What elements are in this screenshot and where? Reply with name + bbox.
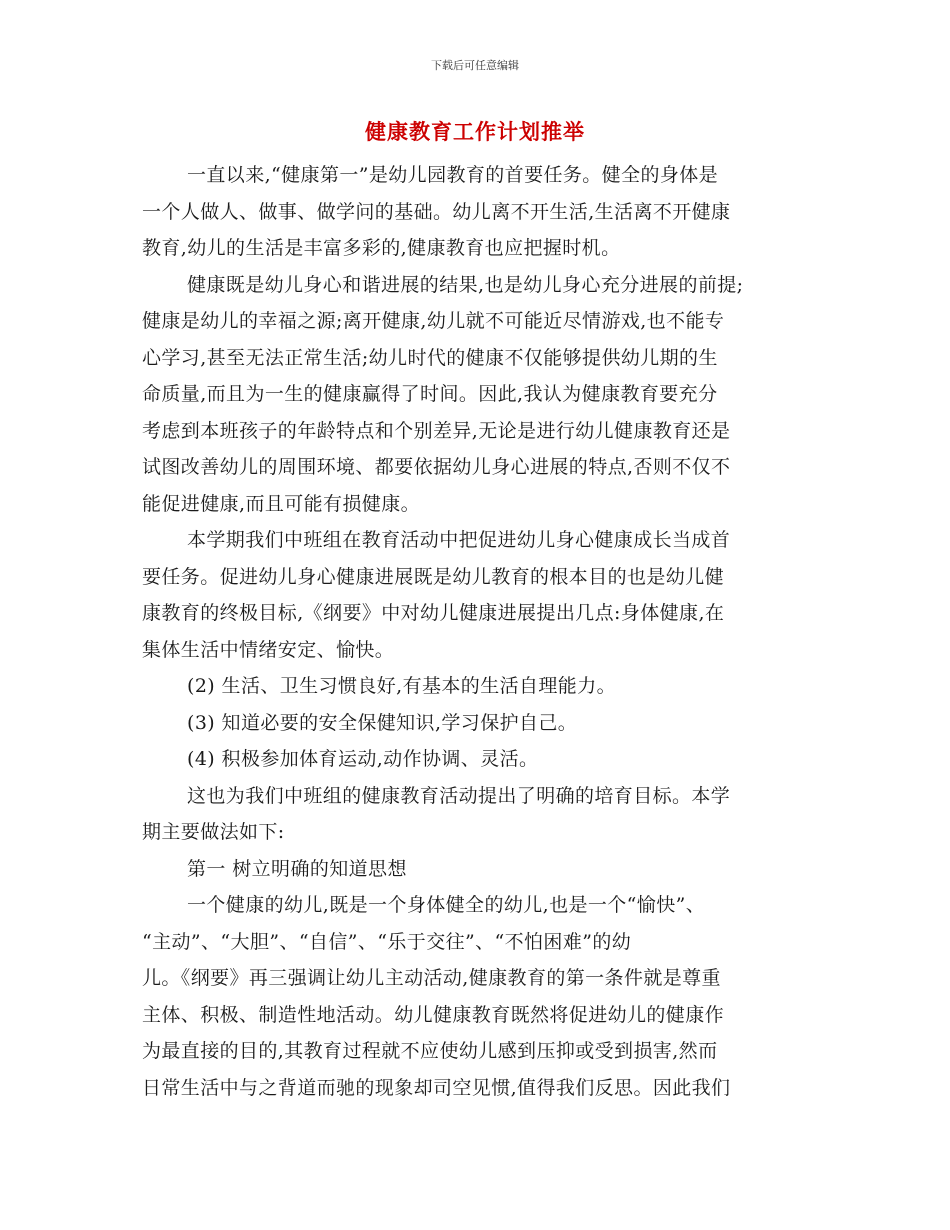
text-line: 日常生活中与之背道而驰的现象却司空见惯,值得我们反思。因此我们 — [142, 1076, 731, 1099]
text-line: 试图改善幼儿的周围环境、都要依据幼儿身心进展的特点,否则不仅不 — [142, 456, 731, 478]
text-line: 心学习,甚至无法正常生活;幼儿时代的健康不仅能够提供幼儿期的生 — [142, 346, 718, 369]
text-line: 命质量,而且为一生的健康赢得了时间。因此,我认为健康教育要充分 — [142, 383, 718, 405]
text-line: 健康既是幼儿身心和谐进展的结果,也是幼儿身心充分进展的前提; — [187, 273, 744, 296]
document-body — [142, 157, 812, 1106]
text-line: 期主要做法如下: — [142, 821, 285, 843]
text-line: “主动”、“大胆”、“自信”、“乐于交往”、“不怕困难”的幼 — [142, 930, 632, 953]
text-line: (3) 知道必要的安全保健知识,学习保护自己。 — [187, 711, 578, 734]
text-line: 为最直接的目的,其教育过程就不应使幼儿感到压抑或受到损害,然而 — [142, 1040, 718, 1062]
text-line: 儿。《纲要》再三强调让幼儿主动活动,健康教育的第一条件就是尊重 — [142, 967, 721, 989]
text-line: 这也为我们中班组的健康教育活动提出了明确的培育目标。本学 — [187, 784, 731, 807]
text-line: (4) 积极参加体育运动,动作协调、灵活。 — [187, 748, 539, 770]
text-line: 一个人做人、做事、做学问的基础。幼儿离不开生活,生活离不开健康 — [142, 200, 731, 223]
text-line: 本学期我们中班组在教育活动中把促进幼儿身心健康成长当成首 — [187, 529, 731, 551]
text-line: 一个健康的幼儿,既是一个身体健全的幼儿,也是一个“愉快”、 — [187, 894, 706, 916]
text-line: 主体、积极、制造性地活动。幼儿健康教育既然将促进幼儿的健康作 — [142, 1003, 725, 1026]
text-line: 第一 树立明确的知道思想 — [187, 857, 407, 880]
text-line: 康教育的终极目标,《纲要》中对幼儿健康进展提出几点:身体健康,在 — [142, 602, 725, 624]
document-title: 健康教育工作计划推举 — [365, 120, 585, 144]
text-line: 考虑到本班孩子的年龄特点和个别差异,无论是进行幼儿健康教育还是 — [142, 419, 731, 442]
text-line: 健康是幼儿的幸福之源;离开健康,幼儿就不可能近尽情游戏,也不能专 — [142, 310, 725, 332]
text-line: 集体生活中情绪安定、愉快。 — [142, 638, 395, 661]
text-line: (2) 生活、卫生习惯良好,有基本的生活自理能力。 — [187, 675, 616, 697]
text-line: 一直以来,“健康第一”是幼儿园教育的首要任务。健全的身体是 — [187, 164, 719, 186]
text-line: 教育,幼儿的生活是丰富多彩的,健康教育也应把握时机。 — [142, 237, 621, 259]
page-header: 下载后可任意编辑 — [431, 59, 519, 72]
text-line: 要任务。促进幼儿身心健康进展既是幼儿教育的根本目的也是幼儿健 — [142, 565, 725, 588]
text-line: 能促进健康,而且可能有损健康。 — [142, 492, 421, 515]
